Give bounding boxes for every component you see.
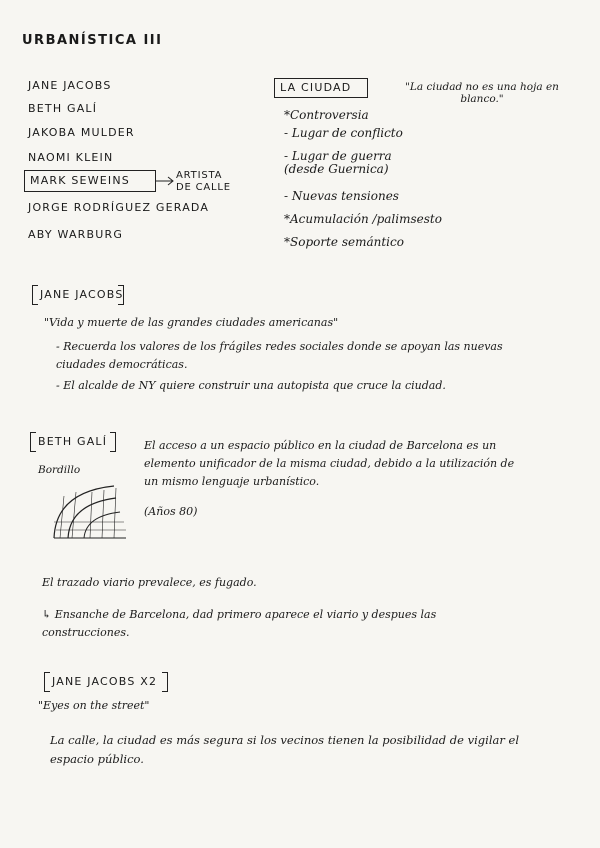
author-item: JAKOBA MULDER xyxy=(28,126,135,139)
author-item-highlighted: MARK SEWEINS xyxy=(30,174,130,187)
curb-sketch-icon xyxy=(50,482,130,542)
author-item: NAOMI KLEIN xyxy=(28,151,114,164)
trazado-line: ↳ Ensanche de Barcelona, dad primero aparece el viario y despues las construcciones. xyxy=(42,608,437,639)
jane-point: - El alcalde de NY quiere construir una autopista que cruce la ciudad. xyxy=(56,379,446,392)
bracket-right xyxy=(162,672,168,692)
ciudad-label: LA CIUDAD xyxy=(280,81,352,94)
beth-years: (Años 80) xyxy=(144,505,198,518)
arrow-right-icon xyxy=(154,175,176,187)
bracket-right xyxy=(110,432,116,452)
bracket-right xyxy=(118,285,124,305)
section-label: JANE JACOBS X2 xyxy=(52,675,158,688)
ciudad-item: *Soporte semántico xyxy=(284,235,404,249)
ciudad-item: - Lugar de guerra (desde Guernica) xyxy=(284,149,392,177)
author-item: BETH GALÍ xyxy=(28,102,98,115)
trazado-line: El trazado viario prevalece, es fugado. xyxy=(42,576,257,589)
sketch-label: Bordillo xyxy=(38,464,81,476)
artist-note: ARTISTA DE CALLE xyxy=(176,170,231,193)
beth-text: El acceso a un espacio público en la ciudad de Barcelona es un elemento unificador de la misma ciudad, debido a la utilización de un mismo lenguaje urbanístico. xyxy=(144,439,515,489)
ciudad-item: - Lugar de conflicto xyxy=(284,126,403,140)
section-label: BETH GALÍ xyxy=(38,435,108,448)
eyes-quote: "Eyes on the street" xyxy=(38,699,150,712)
jane-point: - Recuerda los valores de los frágiles redes sociales donde se apoyan las nuevas ciudades democráticas. xyxy=(56,340,503,371)
ciudad-item: *Controversia xyxy=(284,108,369,122)
section-label: JANE JACOBS xyxy=(40,288,124,301)
ciudad-item: *Acumulación /palimsesto xyxy=(284,212,442,226)
bracket-left xyxy=(32,285,38,305)
bracket-left xyxy=(30,432,36,452)
author-item: JORGE RODRÍGUEZ GERADA xyxy=(28,201,210,214)
ciudad-quote: "La ciudad no es una hoja en blanco." xyxy=(405,81,559,105)
book-title: "Vida y muerte de las grandes ciudades americanas" xyxy=(44,316,339,329)
author-item: ABY WARBURG xyxy=(28,228,124,241)
ciudad-item: - Nuevas tensiones xyxy=(284,189,399,203)
jane-x2-text: La calle, la ciudad es más segura si los vecinos tienen la posibilidad de vigilar el espacio público. xyxy=(50,733,520,766)
page-title: URBANÍSTICA III xyxy=(22,33,163,48)
author-item: JANE JACOBS xyxy=(28,79,112,92)
bracket-left xyxy=(44,672,50,692)
